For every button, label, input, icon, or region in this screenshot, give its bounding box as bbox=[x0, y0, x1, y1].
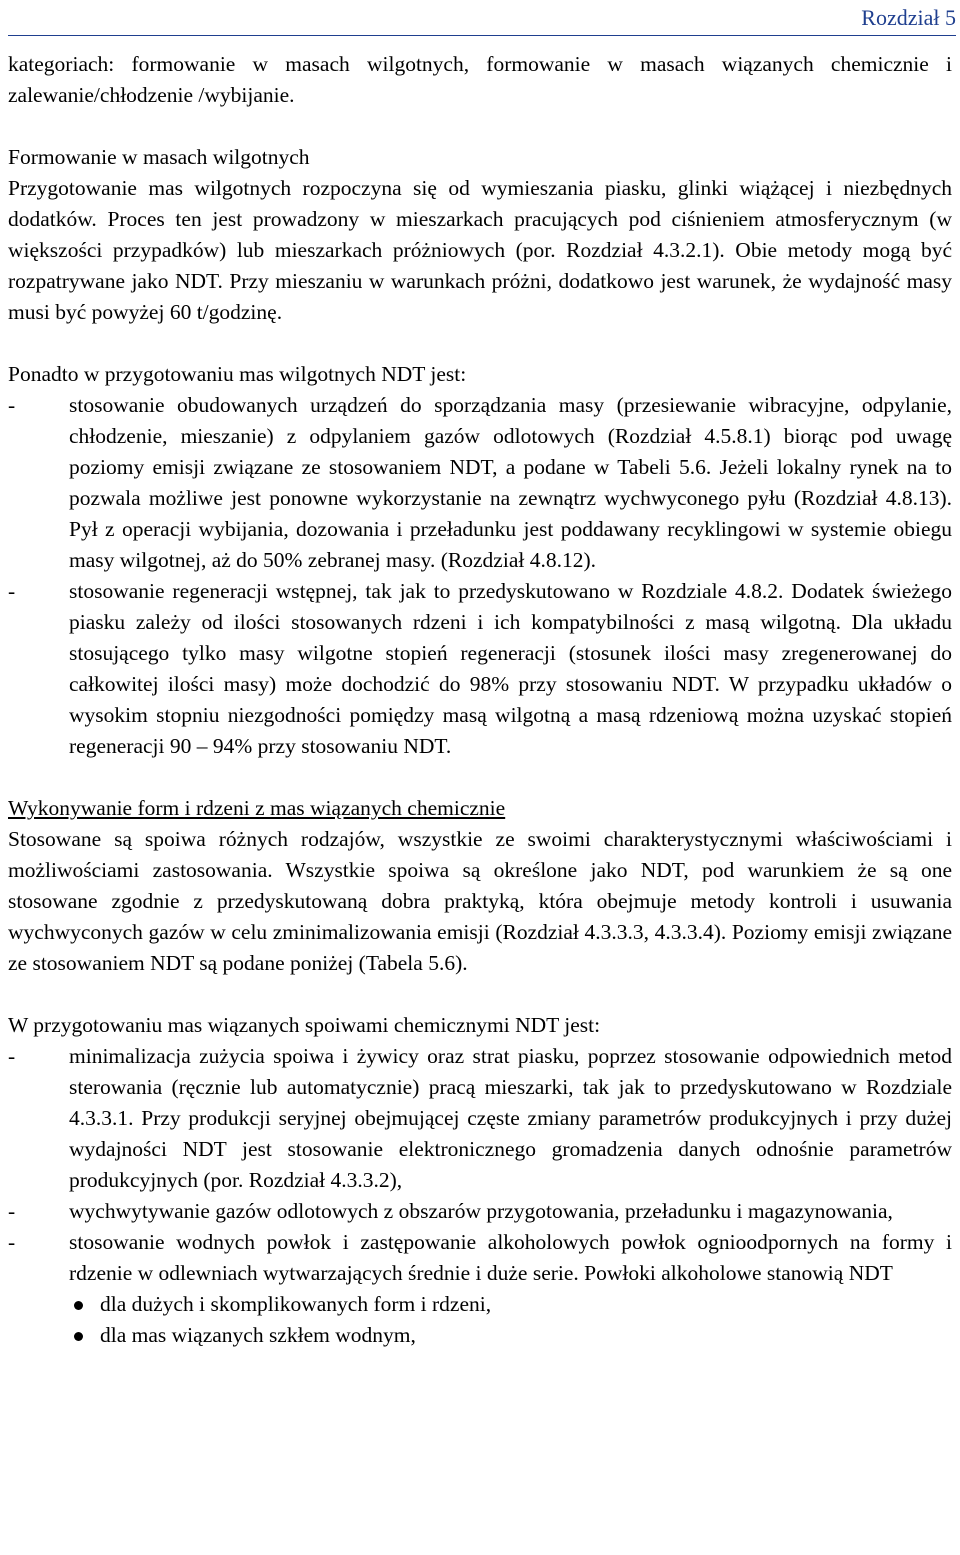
intro-paragraph: kategoriach: formowanie w masach wilgotnych, formowanie w masach wiązanych chemicznie i zalewanie/chłodzenie /wybijanie. bbox=[8, 52, 952, 107]
list-item bbox=[8, 1196, 952, 1227]
list-intro: W przygotowaniu mas wiązanych spoiwami chemicznymi NDT jest: bbox=[8, 1013, 601, 1037]
list-item bbox=[8, 1227, 952, 1289]
dash-marker: - bbox=[8, 1199, 16, 1223]
dash-marker: - bbox=[8, 393, 16, 417]
list-item bbox=[8, 390, 952, 576]
dash-marker: - bbox=[8, 1044, 16, 1068]
list-item-text: stosowanie obudowanych urządzeń do sporządzania masy (przesiewanie wibracyjne, odpylanie, chłodzenie, mieszanie) z odpylaniem gazów odlotowych (Rozdział 4.5.8.1) biorąc pod uwagę poziomy emisji związane ze stosowaniem NDT, a podane w Tabeli 5.6. Jeżeli lokalny rynek na to pozwala możliwe jest ponowne wykorzystanie na zewnątrz wychwyconego pyłu (Rozdział 4.8.13). Pył z operacji wybijania, dozowania i przeładunku jest poddawany recyklingowi w systemie obiegu masy wilgotnej, aż do 50% zebranej masy. (Rozdział 4.8.12). bbox=[69, 393, 952, 572]
bullet-text: dla dużych i skomplikowanych form i rdzeni, bbox=[100, 1292, 492, 1316]
list-item bbox=[8, 1041, 952, 1196]
bullet-item bbox=[8, 1289, 952, 1320]
document-body bbox=[8, 49, 952, 1351]
bullet-item bbox=[8, 1320, 952, 1351]
dash-marker: - bbox=[8, 579, 16, 603]
bullet-text: dla mas wiązanych szkłem wodnym, bbox=[100, 1323, 416, 1347]
section-paragraph: Przygotowanie mas wilgotnych rozpoczyna się od wymieszania piasku, glinki wiążącej i niezbędnych dodatków. Proces ten jest prowadzony w mieszarkach pracujących pod ciśnieniem atmosferycznym (w większości przypadków) lub mieszarkach próżniowych (por. Rozdział 4.3.2.1). Obie metody mogą być rozpatrywane jako NDT. Przy mieszaniu w warunkach próżni, dodatkowo jest warunek, że wydajność masy musi być powyżej 60 t/godzinę. bbox=[8, 176, 952, 324]
list-intro: Ponadto w przygotowaniu mas wilgotnych NDT jest: bbox=[8, 362, 467, 386]
bullet-icon bbox=[74, 1332, 83, 1341]
dash-marker: - bbox=[8, 1230, 16, 1254]
section-paragraph: Stosowane są spoiwa różnych rodzajów, wszystkie ze swoimi charakterystycznymi właściwościami i możliwościami zastosowania. Wszystkie spoiwa są określone jako NDT, pod warunkiem że są one stosowane zgodnie z przedyskutowaną dobra praktyką, która obejmuje metody kontroli i usuwania wychwyconych gazów w celu zminimalizowania emisji (Rozdział 4.3.3.3, 4.3.3.4). Poziomy emisji związane ze stosowaniem NDT są podane poniżej (Tabela 5.6). bbox=[8, 827, 952, 975]
bullet-icon bbox=[74, 1301, 83, 1310]
page-header bbox=[8, 2, 956, 36]
list-item-text: stosowanie regeneracji wstępnej, tak jak to przedyskutowano w Rozdziale 4.8.2. Dodatek świeżego piasku zależy od ilości stosowanych rdzeni i ich kompatybilności z masą wilgotną. Dla układu stosującego tylko masy wilgotne stopień regeneracji (stosunek ilości masy zregenerowanej do całkowitej ilości masy) może dochodzić do 98% przy stosowaniu NDT. W przypadku układów o wysokim stopniu niezgodności pomiędzy masą wilgotną a masą rdzeniową można uzyskać stopień regeneracji 90 – 94% przy stosowaniu NDT. bbox=[69, 579, 952, 758]
list-item bbox=[8, 576, 952, 762]
section-heading-chemical-binders: Wykonywanie form i rdzeni z mas wiązanych chemicznie bbox=[8, 796, 506, 820]
list-item-text: stosowanie wodnych powłok i zastępowanie alkoholowych powłok ognioodpornych na formy i rdzenie w odlewniach wytwarzających średnie i duże serie. Powłoki alkoholowe stanowią NDT bbox=[69, 1230, 952, 1285]
list-item-text: minimalizacja zużycia spoiwa i żywicy oraz strat piasku, poprzez stosowanie odpowiednich metod sterowania (ręcznie lub automatycznie) pracą mieszarki, tak jak to przedyskutowano w Rozdziale 4.3.3.1. Przy produkcji seryjnej obejmującej częste zmiany parametrów produkcyjnych i przy dużej wydajności NDT jest stosowanie elektronicznego gromadzenia danych odnośnie parametrów produkcyjnych (por. Rozdział 4.3.3.2), bbox=[69, 1044, 952, 1192]
section-heading-wet-molding: Formowanie w masach wilgotnych bbox=[8, 145, 310, 169]
chapter-title: Rozdział 5 bbox=[861, 5, 956, 30]
list-item-text: wychwytywanie gazów odlotowych z obszarów przygotowania, przeładunku i magazynowania, bbox=[69, 1199, 893, 1223]
